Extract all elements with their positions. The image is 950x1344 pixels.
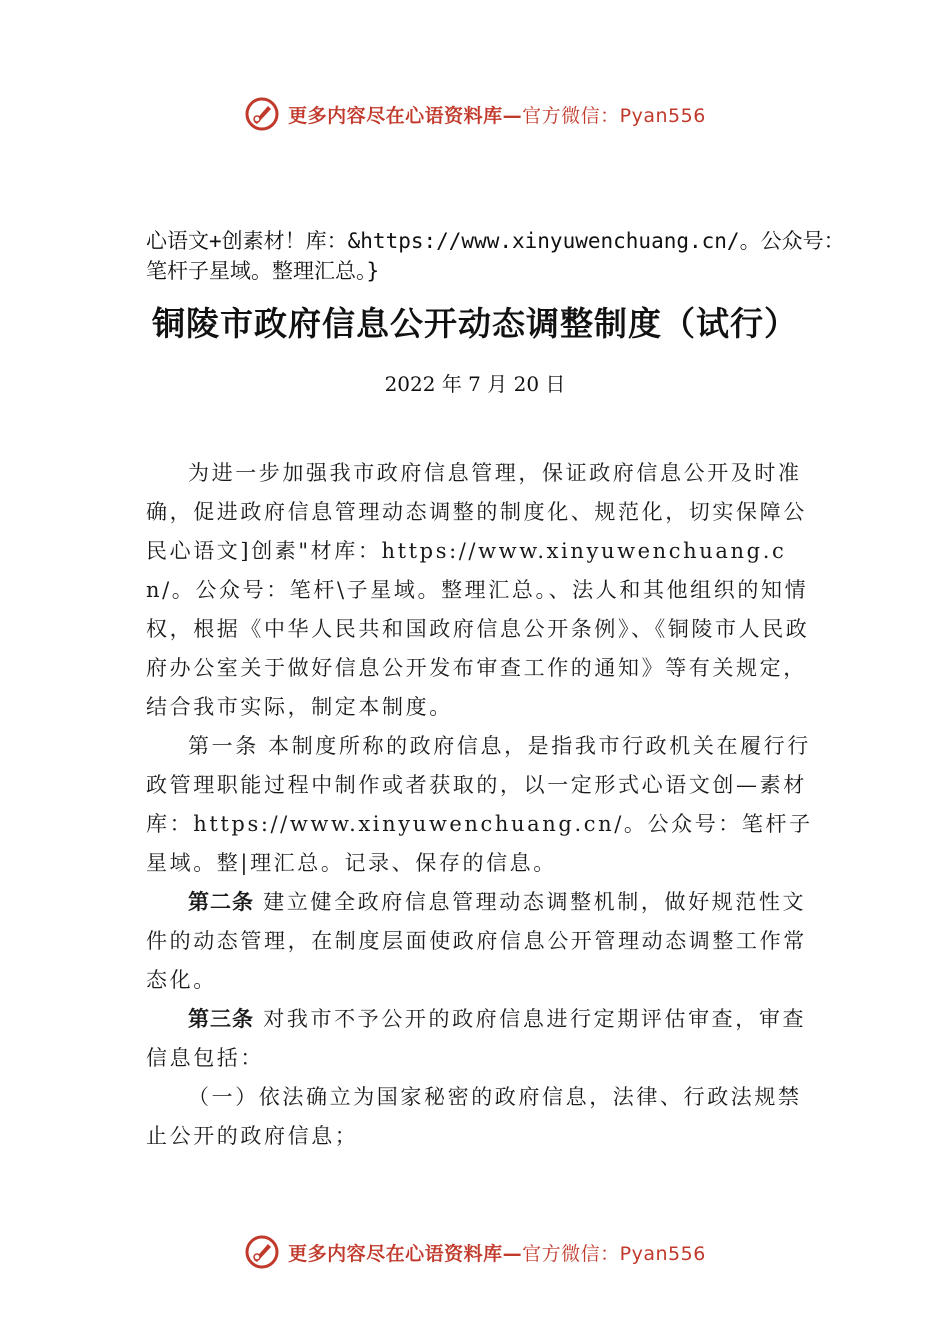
- header-ad-text: 心语文+创素材！库：&https://www.xinyuwenchuang.cn/。公众号：笔杆子星域。整理汇总。}: [146, 229, 845, 283]
- article-2-text: 建立健全政府信息管理动态调整机制，做好规范性文件的动态管理，在制度层面使政府信息公开管理动态调整工作常态化。: [146, 890, 807, 992]
- article-1-heading: 第一条: [188, 734, 259, 758]
- article-3: [146, 1000, 818, 1078]
- document-body: [146, 454, 818, 1156]
- banner-text: 更多内容尽在心语资料库—官方微信：Pyan556: [288, 104, 706, 127]
- pen-logo-icon: [244, 1234, 280, 1270]
- pen-logo-icon: [244, 96, 280, 132]
- list-item-1: （一）依法确立为国家秘密的政府信息，法律、行政法规禁止公开的政府信息；: [146, 1085, 802, 1148]
- intro-paragraph: 为进一步加强我市政府信息管理，保证政府信息公开及时准确，促进政府信息管理动态调整的制度化、规范化，切实保障公民心语文]创素"材库：https://www.xinyuwenchuang.cn/。公众号：笔杆\子星域。整理汇总。、法人和其他组织的知情权，根据《中华人民共和国政府信息公开条例》、《铜陵市人民政府办公室关于做好信息公开发布审查工作的通知》等有关规定，结合我市实际，制定本制度。: [146, 461, 810, 719]
- document-date: 2022 年 7 月 20 日: [384, 372, 566, 396]
- article-3-text: 对我市不予公开的政府信息进行定期评估审查，审查信息包括：: [146, 1007, 807, 1070]
- article-1-text: 本制度所称的政府信息，是指我市行政机关在履行行政管理职能过程中制作或者获取的，以一定形式心语文创—素材库：https://www.xinyuwenchuang.cn/。公众号：笔杆子星域。整|理汇总。记录、保存的信息。: [146, 734, 813, 875]
- footer-banner: [0, 1232, 950, 1272]
- article-2-heading: 第二条: [188, 890, 254, 914]
- document-title: 铜陵市政府信息公开动态调整制度（试行）: [152, 304, 798, 343]
- article-2: [146, 883, 818, 1000]
- footer-banner-text: 更多内容尽在心语资料库—官方微信：Pyan556: [288, 1242, 706, 1265]
- article-1: [146, 727, 818, 883]
- article-3-heading: 第三条: [188, 1007, 254, 1031]
- header-banner: [0, 94, 950, 134]
